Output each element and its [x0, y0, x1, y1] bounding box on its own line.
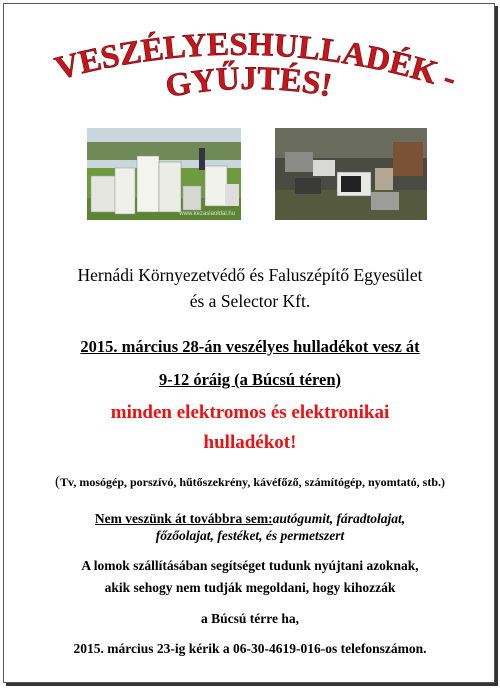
highlight-line-1: minden elektromos és elektronikai: [110, 402, 390, 423]
items-paren: (: [55, 474, 60, 490]
help-line-1: A lomok szállításában segítséget tudunk nyújtani azoknak,: [81, 558, 419, 573]
time-line: [0, 370, 500, 390]
organizer-line-1: Hernádi Környezetvédő és Faluszépítő Egyesület: [77, 265, 423, 285]
title-line-1: VESZÉLYESHULLADÉK -: [51, 26, 461, 98]
exclusion-items-1: autógumit, fáradtolajat,: [272, 511, 406, 526]
help-line-2: akik sehogy nem tudják megoldani, hogy kihozzák: [104, 580, 396, 595]
photo-appliances-field: [87, 128, 241, 220]
highlight-line-2: hulladékot!: [203, 432, 297, 453]
photo-electronics-pile: [275, 128, 427, 220]
title-line-2: GYŰJTÉS!: [162, 60, 335, 105]
exclusion-label: Nem veszünk át továbbra sem:: [94, 511, 273, 526]
organizer-line-2: és a Selector Kft.: [189, 291, 311, 311]
photo-watermark: www.kezaslaoldal.hu: [179, 211, 235, 217]
date-text: 2015. március 28-án veszélyes hulladékot vesz át: [80, 337, 420, 356]
contact-line: 2015. március 23-ig kérik a 06-30-4619-016-os telefonszámon.: [73, 641, 427, 656]
help-line-3: a Búcsú térre ha,: [201, 611, 299, 626]
time-text: 9-12 óráig (a Búcsú téren): [158, 370, 342, 389]
exclusion-line-1: [0, 511, 500, 527]
items-text: Tv, mosógép, porszívó, hűtőszekrény, kávéfőző, számítógép, nyomtató, stb.): [60, 475, 445, 489]
date-line: [0, 337, 500, 357]
exclusion-line-2: főzőolajat, festéket, és permetszert: [155, 528, 345, 543]
flyer-title: [0, 0, 500, 130]
items-list: [0, 474, 500, 491]
